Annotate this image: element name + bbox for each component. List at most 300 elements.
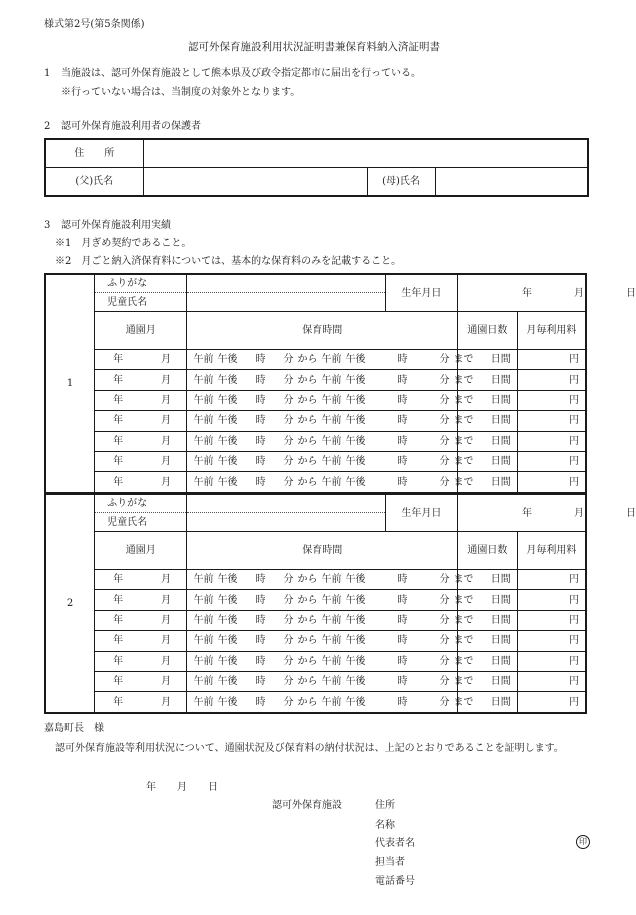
hour-label: 時 — [255, 476, 266, 488]
fee-cell[interactable] — [517, 651, 586, 671]
fee-cell[interactable] — [517, 570, 586, 590]
year-label: 年 — [113, 374, 124, 386]
year-label: 年 — [113, 594, 124, 606]
yen-label: 円 — [569, 655, 579, 667]
yen-label: 円 — [569, 354, 579, 366]
section3-note2: ※2 月ごと納入済保育料については、基本的な保育料のみを記載すること。 — [55, 256, 402, 267]
col-days-header: 通園日数 — [457, 532, 517, 570]
date-month-label: 月 — [177, 782, 187, 793]
child-name-field[interactable] — [187, 293, 385, 312]
table-row — [45, 411, 586, 431]
month-label: 月 — [161, 594, 172, 606]
am-label: 午前 — [321, 456, 342, 468]
furigana-label: ふりがな — [95, 274, 187, 293]
month-label: 月 — [161, 614, 172, 626]
pm-label: 午後 — [345, 476, 366, 488]
hour-label: 時 — [397, 456, 408, 468]
pm-label: 午後 — [217, 594, 238, 606]
year-label: 年 — [113, 614, 124, 626]
facility-label: 認可外保育施設 — [272, 800, 342, 811]
dob-month-label: 月 — [573, 287, 584, 299]
table-row — [45, 631, 586, 651]
from-label: から — [297, 394, 318, 406]
table-row — [45, 651, 586, 671]
fee-cell[interactable] — [517, 431, 586, 451]
dob-field[interactable] — [457, 274, 636, 312]
pm-label: 午後 — [345, 655, 366, 667]
month-label: 月 — [161, 655, 172, 667]
yen-label: 円 — [569, 374, 579, 386]
child-name-field[interactable] — [187, 513, 385, 532]
hours-cell[interactable] — [187, 472, 474, 493]
furigana-label: ふりがな — [95, 494, 187, 513]
table-row — [45, 451, 586, 471]
pm-label: 午後 — [345, 354, 366, 366]
furigana-field[interactable] — [187, 274, 385, 293]
child-name-label: 児童氏名 — [95, 293, 187, 312]
year-label: 年 — [113, 676, 124, 688]
hour-label: 時 — [255, 635, 266, 647]
hours-cell[interactable] — [187, 610, 474, 630]
fee-cell[interactable] — [517, 390, 586, 410]
am-label: 午前 — [321, 696, 342, 708]
days-unit-label: 日間 — [490, 435, 511, 447]
am-label: 午前 — [321, 614, 342, 626]
am-label: 午前 — [321, 415, 342, 427]
fee-cell[interactable] — [517, 350, 586, 370]
am-label: 午前 — [321, 676, 342, 688]
hours-cell[interactable] — [187, 570, 474, 590]
month-label: 月 — [161, 415, 172, 427]
am-label: 午前 — [193, 374, 214, 386]
section1-number: 1 — [44, 68, 51, 79]
hour-label: 時 — [397, 635, 408, 647]
section2-number: 2 — [44, 121, 51, 132]
form-number: 様式第2号(第5条関係) — [44, 19, 145, 30]
yen-label: 円 — [569, 456, 579, 468]
hours-cell[interactable] — [187, 431, 474, 451]
days-unit-label: 日間 — [490, 456, 511, 468]
dob-day-label: 日 — [625, 507, 636, 519]
facility-address-label: 住所 — [375, 800, 395, 811]
form-title: 認可外保育施設利用状況証明書兼保育料納入済証明書 — [188, 41, 440, 53]
month-label: 月 — [161, 676, 172, 688]
section3-number: 3 — [44, 220, 51, 231]
fee-cell[interactable] — [517, 631, 586, 651]
table-row — [45, 692, 586, 713]
month-cell[interactable] — [95, 692, 187, 713]
fee-cell[interactable] — [517, 590, 586, 610]
dob-year-label: 年 — [521, 507, 532, 519]
unit-number: 1 — [45, 274, 95, 493]
from-label: から — [297, 415, 318, 427]
dob-label: 生年月日 — [385, 274, 457, 312]
addressee: 嘉島町長 様 — [44, 723, 104, 734]
am-label: 午前 — [193, 614, 214, 626]
pm-label: 午後 — [217, 676, 238, 688]
year-label: 年 — [113, 696, 124, 708]
minute-label: 分 — [283, 354, 294, 366]
am-label: 午前 — [321, 354, 342, 366]
from-label: から — [297, 476, 318, 488]
fee-cell[interactable] — [517, 671, 586, 691]
year-label: 年 — [113, 476, 124, 488]
from-label: から — [297, 655, 318, 667]
month-cell[interactable] — [95, 411, 187, 431]
am-label: 午前 — [321, 476, 342, 488]
hours-cell[interactable] — [187, 411, 474, 431]
pm-label: 午後 — [217, 476, 238, 488]
dob-year-label: 年 — [521, 287, 532, 299]
days-unit-label: 日間 — [490, 415, 511, 427]
yen-label: 円 — [569, 594, 579, 606]
dob-day-label: 日 — [625, 287, 636, 299]
minute-label: 分 — [283, 655, 294, 667]
year-label: 年 — [113, 574, 124, 586]
hour-label: 時 — [255, 696, 266, 708]
column-header-row — [45, 532, 586, 570]
until-label: まで — [453, 614, 474, 626]
am-label: 午前 — [193, 655, 214, 667]
month-cell[interactable] — [95, 631, 187, 651]
pm-label: 午後 — [217, 394, 238, 406]
hour-label: 時 — [255, 676, 266, 688]
days-unit-label: 日間 — [490, 394, 511, 406]
days-unit-label: 日間 — [490, 696, 511, 708]
from-label: から — [297, 676, 318, 688]
child-name-label: 児童氏名 — [95, 513, 187, 532]
month-label: 月 — [161, 574, 172, 586]
table-row — [45, 431, 586, 451]
yen-label: 円 — [569, 635, 579, 647]
minute-label: 分 — [439, 394, 450, 406]
year-label: 年 — [113, 655, 124, 667]
am-label: 午前 — [321, 394, 342, 406]
yen-label: 円 — [569, 394, 579, 406]
until-label: まで — [453, 574, 474, 586]
month-cell[interactable] — [95, 671, 187, 691]
usage-table-unit — [44, 273, 636, 494]
from-label: から — [297, 456, 318, 468]
section3-heading: 認可外保育施設利用実績 — [61, 220, 171, 231]
date-day-label: 日 — [208, 782, 218, 793]
hour-label: 時 — [397, 655, 408, 667]
hours-cell[interactable] — [187, 350, 474, 370]
hour-label: 時 — [255, 655, 266, 667]
minute-label: 分 — [283, 635, 294, 647]
hours-cell[interactable] — [187, 651, 474, 671]
father-name-field[interactable] — [143, 168, 367, 197]
from-label: から — [297, 614, 318, 626]
minute-label: 分 — [283, 374, 294, 386]
pm-label: 午後 — [217, 456, 238, 468]
seal-icon: 印 — [576, 835, 590, 849]
hour-label: 時 — [397, 415, 408, 427]
hour-label: 時 — [397, 476, 408, 488]
from-label: から — [297, 354, 318, 366]
hour-label: 時 — [397, 574, 408, 586]
section1-note: ※行っていない場合は、当制度の対象外となります。 — [61, 87, 301, 98]
month-label: 月 — [161, 374, 172, 386]
am-label: 午前 — [321, 374, 342, 386]
facility-name-label: 名称 — [375, 820, 395, 831]
am-label: 午前 — [321, 655, 342, 667]
pm-label: 午後 — [217, 614, 238, 626]
hour-label: 時 — [397, 374, 408, 386]
pm-label: 午後 — [217, 435, 238, 447]
pm-label: 午後 — [345, 456, 366, 468]
hour-label: 時 — [397, 676, 408, 688]
month-label: 月 — [161, 394, 172, 406]
guardian-table — [44, 138, 589, 197]
table-row — [45, 390, 586, 410]
am-label: 午前 — [321, 594, 342, 606]
hours-cell[interactable] — [187, 631, 474, 651]
am-label: 午前 — [193, 574, 214, 586]
month-label: 月 — [161, 696, 172, 708]
dob-label: 生年月日 — [385, 494, 457, 532]
year-label: 年 — [113, 415, 124, 427]
minute-label: 分 — [439, 435, 450, 447]
month-label: 月 — [161, 354, 172, 366]
pm-label: 午後 — [345, 696, 366, 708]
hour-label: 時 — [255, 354, 266, 366]
am-label: 午前 — [193, 435, 214, 447]
hour-label: 時 — [255, 415, 266, 427]
pm-label: 午後 — [217, 354, 238, 366]
fee-cell[interactable] — [517, 610, 586, 630]
fee-cell[interactable] — [517, 451, 586, 471]
representative-label: 代表者名 — [375, 838, 415, 849]
hour-label: 時 — [397, 394, 408, 406]
yen-label: 円 — [569, 476, 579, 488]
hour-label: 時 — [255, 594, 266, 606]
until-label: まで — [453, 696, 474, 708]
pm-label: 午後 — [345, 415, 366, 427]
days-unit-label: 日間 — [490, 676, 511, 688]
am-label: 午前 — [193, 635, 214, 647]
am-label: 午前 — [193, 394, 214, 406]
days-unit-label: 日間 — [490, 354, 511, 366]
year-label: 年 — [113, 354, 124, 366]
date-year-label: 年 — [146, 782, 156, 793]
am-label: 午前 — [321, 635, 342, 647]
month-cell[interactable] — [95, 610, 187, 630]
from-label: から — [297, 574, 318, 586]
table-row — [45, 570, 586, 590]
minute-label: 分 — [283, 696, 294, 708]
table-row — [45, 590, 586, 610]
phone-label: 電話番号 — [375, 876, 415, 887]
month-label: 月 — [161, 635, 172, 647]
person-in-charge-label: 担当者 — [375, 857, 405, 868]
fee-cell[interactable] — [517, 472, 586, 493]
month-cell[interactable] — [95, 651, 187, 671]
year-label: 年 — [113, 456, 124, 468]
guardian-address-row — [45, 139, 588, 168]
year-label: 年 — [113, 435, 124, 447]
pm-label: 午後 — [345, 394, 366, 406]
until-label: まで — [453, 354, 474, 366]
month-label: 月 — [161, 435, 172, 447]
minute-label: 分 — [283, 594, 294, 606]
month-cell[interactable] — [95, 451, 187, 471]
days-unit-label: 日間 — [490, 614, 511, 626]
am-label: 午前 — [321, 435, 342, 447]
yen-label: 円 — [569, 696, 579, 708]
yen-label: 円 — [569, 574, 579, 586]
month-label: 月 — [161, 456, 172, 468]
minute-label: 分 — [439, 354, 450, 366]
pm-label: 午後 — [217, 574, 238, 586]
pm-label: 午後 — [217, 635, 238, 647]
pm-label: 午後 — [217, 696, 238, 708]
am-label: 午前 — [193, 456, 214, 468]
hours-cell[interactable] — [187, 671, 474, 691]
year-label: 年 — [113, 635, 124, 647]
minute-label: 分 — [439, 415, 450, 427]
minute-label: 分 — [283, 614, 294, 626]
hours-cell[interactable] — [187, 390, 474, 410]
until-label: まで — [453, 415, 474, 427]
month-cell[interactable] — [95, 431, 187, 451]
hour-label: 時 — [255, 574, 266, 586]
minute-label: 分 — [439, 635, 450, 647]
section2-heading: 認可外保育施設利用者の保護者 — [61, 121, 201, 132]
month-cell[interactable] — [95, 570, 187, 590]
year-label: 年 — [113, 394, 124, 406]
month-label: 月 — [161, 476, 172, 488]
fee-cell[interactable] — [517, 692, 586, 713]
guardian-name-row — [45, 168, 588, 197]
hour-label: 時 — [397, 435, 408, 447]
minute-label: 分 — [439, 696, 450, 708]
col-hours-header: 保育時間 — [187, 312, 457, 350]
yen-label: 円 — [569, 614, 579, 626]
minute-label: 分 — [283, 574, 294, 586]
address-label: 住 所 — [45, 139, 143, 168]
month-cell[interactable] — [95, 590, 187, 610]
minute-label: 分 — [283, 676, 294, 688]
col-month-header: 通園月 — [95, 312, 187, 350]
hour-label: 時 — [255, 435, 266, 447]
mother-name-field[interactable] — [435, 168, 588, 197]
fee-cell[interactable] — [517, 411, 586, 431]
yen-label: 円 — [569, 676, 579, 688]
table-row — [45, 610, 586, 630]
pm-label: 午後 — [217, 374, 238, 386]
usage-table-unit — [44, 493, 636, 714]
furigana-field[interactable] — [187, 494, 385, 513]
minute-label: 分 — [439, 476, 450, 488]
dob-month-label: 月 — [573, 507, 584, 519]
pm-label: 午後 — [345, 574, 366, 586]
minute-label: 分 — [283, 435, 294, 447]
month-cell[interactable] — [95, 350, 187, 370]
days-unit-label: 日間 — [490, 655, 511, 667]
until-label: まで — [453, 456, 474, 468]
pm-label: 午後 — [217, 415, 238, 427]
am-label: 午前 — [193, 415, 214, 427]
hours-cell[interactable] — [187, 370, 474, 390]
father-name-label: (父)氏名 — [45, 168, 143, 197]
col-month-header: 通園月 — [95, 532, 187, 570]
hours-cell[interactable] — [187, 692, 474, 713]
from-label: から — [297, 435, 318, 447]
until-label: まで — [453, 655, 474, 667]
unit-number: 2 — [45, 494, 95, 713]
month-cell[interactable] — [95, 390, 187, 410]
table-row — [45, 472, 586, 493]
am-label: 午前 — [321, 574, 342, 586]
minute-label: 分 — [439, 614, 450, 626]
column-header-row — [45, 312, 586, 350]
table-row — [45, 671, 586, 691]
pm-label: 午後 — [345, 435, 366, 447]
table-row — [45, 350, 586, 370]
col-hours-header: 保育時間 — [187, 532, 457, 570]
minute-label: 分 — [439, 374, 450, 386]
until-label: まで — [453, 635, 474, 647]
days-unit-label: 日間 — [490, 635, 511, 647]
minute-label: 分 — [283, 456, 294, 468]
month-cell[interactable] — [95, 472, 187, 493]
minute-label: 分 — [283, 476, 294, 488]
minute-label: 分 — [439, 594, 450, 606]
col-fee-header: 月毎利用料 — [517, 312, 586, 350]
until-label: まで — [453, 476, 474, 488]
pm-label: 午後 — [345, 594, 366, 606]
hour-label: 時 — [397, 614, 408, 626]
days-unit-label: 日間 — [490, 476, 511, 488]
section3-note1: ※1 月ぎめ契約であること。 — [55, 238, 192, 249]
am-label: 午前 — [193, 476, 214, 488]
hour-label: 時 — [255, 456, 266, 468]
minute-label: 分 — [439, 655, 450, 667]
until-label: まで — [453, 374, 474, 386]
am-label: 午前 — [193, 676, 214, 688]
am-label: 午前 — [193, 696, 214, 708]
pm-label: 午後 — [345, 374, 366, 386]
minute-label: 分 — [439, 574, 450, 586]
fee-cell[interactable] — [517, 370, 586, 390]
month-cell[interactable] — [95, 370, 187, 390]
hour-label: 時 — [397, 594, 408, 606]
minute-label: 分 — [439, 456, 450, 468]
pm-label: 午後 — [345, 614, 366, 626]
until-label: まで — [453, 676, 474, 688]
hour-label: 時 — [397, 696, 408, 708]
am-label: 午前 — [193, 354, 214, 366]
hours-cell[interactable] — [187, 590, 474, 610]
hours-cell[interactable] — [187, 451, 474, 471]
col-fee-header: 月毎利用料 — [517, 532, 586, 570]
dob-field[interactable] — [457, 494, 636, 532]
section1-text: 当施設は、認可外保育施設として熊本県及び政令指定都市に届出を行っている。 — [61, 68, 421, 79]
days-unit-label: 日間 — [490, 374, 511, 386]
pm-label: 午後 — [217, 655, 238, 667]
from-label: から — [297, 594, 318, 606]
until-label: まで — [453, 394, 474, 406]
until-label: まで — [453, 435, 474, 447]
hour-label: 時 — [397, 354, 408, 366]
from-label: から — [297, 374, 318, 386]
pm-label: 午後 — [345, 676, 366, 688]
address-field[interactable] — [143, 139, 588, 168]
pm-label: 午後 — [345, 635, 366, 647]
certification-statement: 認可外保育施設等利用状況について、通園状況及び保育料の納付状況は、上記のとおりであることを証明します。 — [55, 743, 564, 754]
from-label: から — [297, 696, 318, 708]
